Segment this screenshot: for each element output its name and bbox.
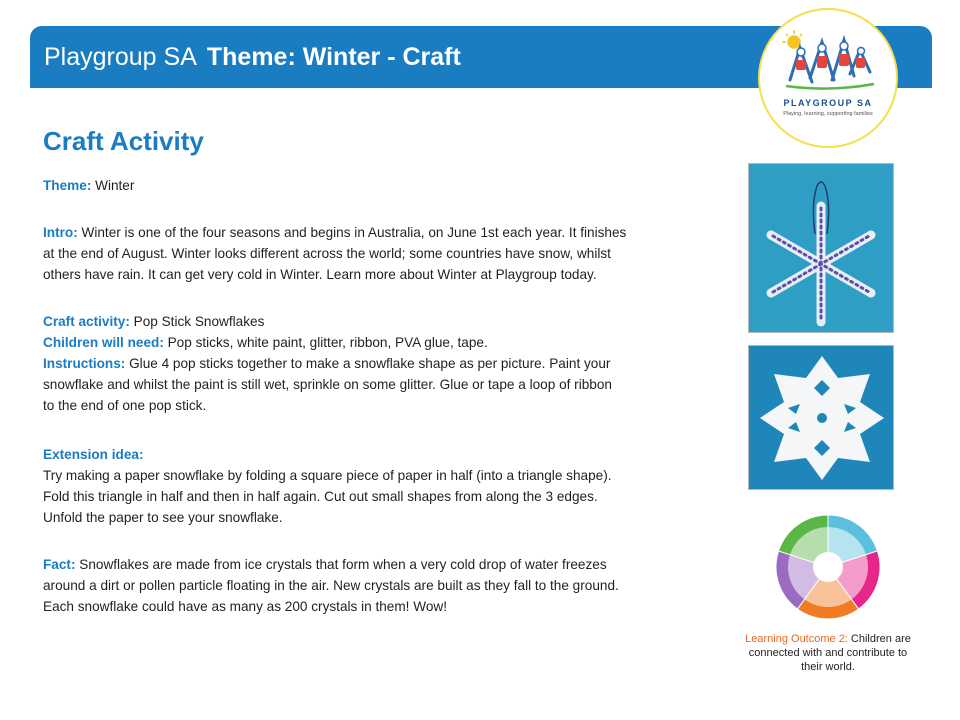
- intro-line-1: [43, 222, 703, 243]
- intro-paragraph: [43, 222, 703, 285]
- instr-line-3: to the end of one pop stick.: [43, 398, 207, 413]
- extension-paragraph: [43, 444, 703, 528]
- paper-snowflake-photo: [748, 345, 894, 490]
- need-value: Pop sticks, white paint, glitter, ribbon, PVA glue, tape.: [163, 335, 488, 350]
- theme-line: [43, 175, 703, 196]
- instr-line-1: [43, 353, 703, 374]
- learning-outcomes-wheel: [773, 512, 883, 622]
- pop-stick-snowflake-photo: [748, 163, 894, 333]
- logo-tagline: Playing, learning, supporting families: [783, 111, 873, 117]
- fact-line-3: Each snowflake could have as many as 200 crystals in them! Wow!: [43, 599, 447, 614]
- pop-stick-snowflake-icon: [749, 164, 894, 333]
- instr-line-2: snowflake and whilst the paint is still wet, sprinkle on some glitter. Glue or tape a loop of ribbon: [43, 377, 612, 392]
- fact-label: Fact:: [43, 557, 76, 572]
- header-title: [44, 43, 461, 72]
- outcome-label: Learning Outcome 2:: [745, 633, 848, 645]
- craft-label: Craft activity:: [43, 314, 130, 329]
- ext-line-2: Fold this triangle in half and then in half again. Cut out small shapes from along the 3 edges.: [43, 489, 598, 504]
- instr-text-1: Glue 4 pop sticks together to make a snowflake shape as per picture. Paint your: [125, 356, 611, 371]
- page-title: Craft Activity: [43, 126, 204, 156]
- intro-line-2: at the end of August. Winter looks different across the world; some countries have snow, whilst: [43, 246, 611, 261]
- playgroup-logo: [758, 8, 898, 148]
- intro-text-1: Winter is one of the four seasons and begins in Australia, on June 1st each year. It finishes: [77, 225, 627, 240]
- learning-outcome-caption: [738, 632, 918, 674]
- outcome-text: Children are connected with and contribute to their world.: [748, 633, 911, 673]
- instr-label: Instructions:: [43, 356, 126, 371]
- fact-paragraph: [43, 554, 703, 617]
- paper-snowflake-icon: [749, 346, 894, 490]
- extension-label: Extension idea:: [43, 447, 144, 462]
- intro-label: Intro:: [43, 225, 78, 240]
- header-org: Playgroup SA: [44, 43, 197, 71]
- logo-figures-icon: [760, 10, 896, 100]
- ext-line-1: Try making a paper snowflake by folding a square piece of paper in half (into a triangle shape).: [43, 468, 612, 483]
- need-line: [43, 332, 703, 353]
- need-label: Children will need:: [43, 335, 164, 350]
- ext-line-3: Unfold the paper to see your snowflake.: [43, 510, 283, 525]
- theme-label: Theme:: [43, 178, 92, 193]
- fact-line-2: around a dirt or pollen particle floating in the air. New crystals are built as they fall to the ground.: [43, 578, 619, 593]
- craft-value: Pop Stick Snowflakes: [129, 314, 265, 329]
- logo-name: PLAYGROUP SA: [783, 98, 873, 108]
- intro-line-3: others have rain. It can get very cold in Winter. Learn more about Winter at Playgroup today.: [43, 267, 597, 282]
- theme-value: Winter: [91, 178, 135, 193]
- fact-line-1: [43, 554, 703, 575]
- craft-paragraph: [43, 311, 703, 416]
- craft-line: [43, 311, 703, 332]
- fact-text-1: Snowflakes are made from ice crystals that form when a very cold drop of water freezes: [75, 557, 607, 572]
- header-theme: Theme: Winter - Craft: [206, 43, 461, 71]
